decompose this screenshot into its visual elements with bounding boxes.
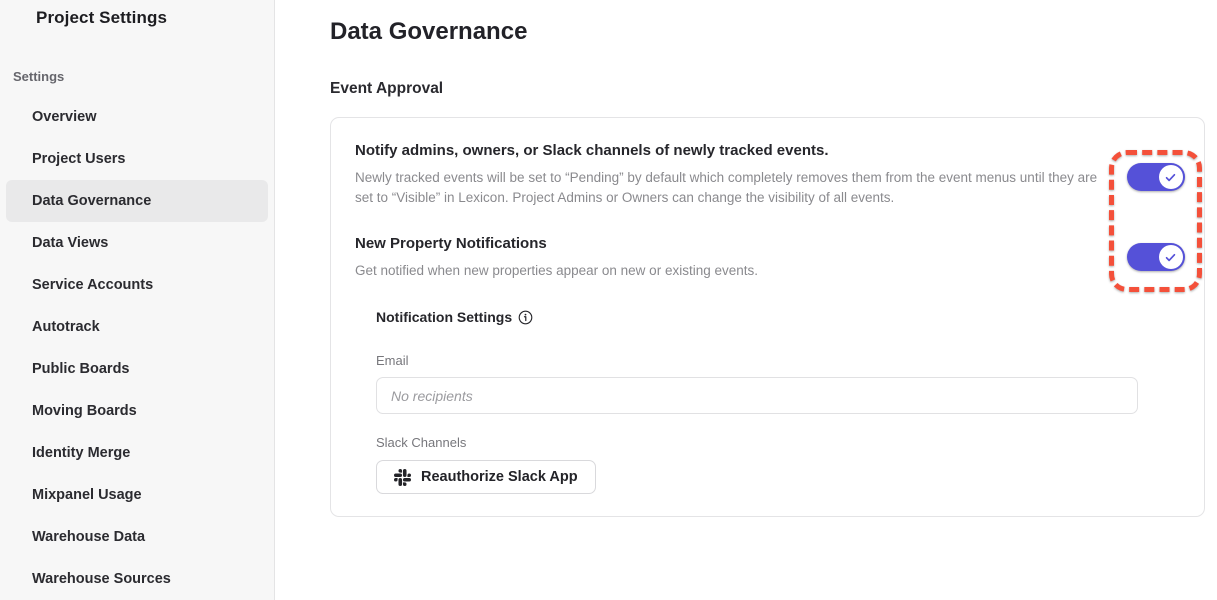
sidebar-item-data-views[interactable]: Data Views bbox=[32, 235, 109, 251]
sidebar-item-public-boards[interactable]: Public Boards bbox=[32, 361, 130, 377]
notification-settings-section bbox=[376, 309, 1180, 494]
notify-setting-description: Newly tracked events will be set to “Pending” by default which completely removes them from the event menus until they are set to “Visible” in Lexicon. Project Admins or Owners can change the visibility of all events. bbox=[355, 170, 1098, 205]
info-icon[interactable] bbox=[518, 310, 533, 325]
notification-settings-label: Notification Settings bbox=[376, 309, 513, 325]
sidebar-item-moving-boards[interactable]: Moving Boards bbox=[32, 403, 137, 419]
notify-toggle[interactable] bbox=[1127, 163, 1185, 191]
toggle-knob-check-icon bbox=[1159, 165, 1183, 189]
reauthorize-slack-label: Reauthorize Slack App bbox=[421, 469, 578, 485]
slack-icon bbox=[394, 469, 411, 486]
event-approval-heading: Event Approval bbox=[330, 80, 444, 97]
slack-channels-label: Slack Channels bbox=[376, 435, 467, 450]
sidebar-item-service-accounts[interactable]: Service Accounts bbox=[32, 277, 154, 293]
sidebar-item-identity-merge[interactable]: Identity Merge bbox=[32, 445, 131, 461]
notify-setting-row bbox=[355, 142, 1180, 208]
email-recipients-input[interactable] bbox=[376, 377, 1138, 414]
property-notifications-description: Get notified when new properties appear on new or existing events. bbox=[355, 263, 758, 278]
toggle-knob-check-icon bbox=[1159, 245, 1183, 269]
sidebar-item-autotrack[interactable]: Autotrack bbox=[32, 319, 100, 335]
sidebar bbox=[0, 0, 275, 600]
event-approval-card bbox=[330, 117, 1205, 517]
sidebar-section-label: Settings bbox=[13, 69, 65, 84]
reauthorize-slack-button[interactable] bbox=[376, 460, 596, 494]
sidebar-item-mixpanel-usage[interactable]: Mixpanel Usage bbox=[32, 487, 142, 503]
sidebar-nav bbox=[0, 96, 274, 600]
property-notifications-title: New Property Notifications bbox=[355, 235, 547, 252]
sidebar-title: Project Settings bbox=[36, 8, 168, 27]
notification-settings-heading bbox=[376, 309, 1180, 325]
page-title: Data Governance bbox=[330, 18, 528, 45]
sidebar-item-overview[interactable]: Overview bbox=[32, 109, 97, 125]
sidebar-item-warehouse-data[interactable]: Warehouse Data bbox=[32, 529, 146, 545]
email-label: Email bbox=[376, 353, 409, 368]
sidebar-item-project-users[interactable]: Project Users bbox=[32, 151, 126, 167]
property-notifications-toggle[interactable] bbox=[1127, 243, 1185, 271]
property-notifications-row bbox=[355, 235, 1180, 281]
sidebar-item-warehouse-sources[interactable]: Warehouse Sources bbox=[32, 571, 171, 587]
notify-setting-title: Notify admins, owners, or Slack channels of newly tracked events. bbox=[355, 142, 829, 159]
sidebar-item-data-governance[interactable]: Data Governance bbox=[6, 180, 268, 222]
main-content bbox=[275, 0, 1217, 600]
